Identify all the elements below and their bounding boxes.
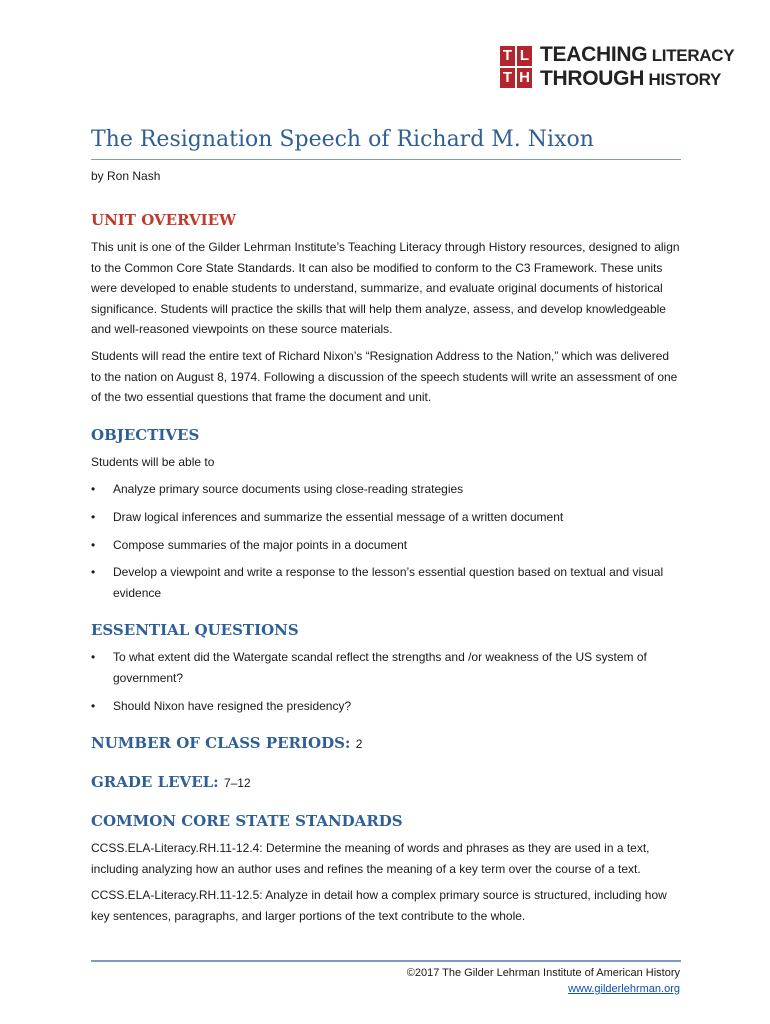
list-item: • Should Nixon have resigned the presidency? <box>91 696 681 717</box>
list-item: • Compose summaries of the major points in a document <box>91 535 681 556</box>
list-item: • To what extent did the Watergate scandal reflect the strengths and /or weakness of the US system of government? <box>91 647 681 688</box>
standard-item: CCSS.ELA-Literacy.RH.11-12.4: Determine the meaning of words and phrases as they are used in a text, including analyzing how an author uses and refines the meaning of a key term over the course of a text. <box>91 841 650 876</box>
logo-wordmark <box>540 44 734 89</box>
document-body <box>91 209 681 926</box>
objectives-list <box>91 479 681 603</box>
unit-overview-paragraph: This unit is one of the Gilder Lehrman Institute’s Teaching Literacy through History resources, designed to align to the Common Core State Standards. It can also be modified to conform to the C3 Framework. These units were developed to enable students to understand, summarize, and evaluate original documents of historical significance. Students will practice the skills that will help them analyze, assess, and develop knowledgeable and well-reasoned viewpoints on these source materials. <box>91 240 680 337</box>
standard-item: CCSS.ELA-Literacy.RH.11-12.5: Analyze in detail how a complex primary source is structured, including how key sentences, paragraphs, and larger portions of the text contribute to the whole. <box>91 888 667 923</box>
essential-questions-list <box>91 647 681 716</box>
grade-level-heading: GRADE LEVEL: 7–12 <box>91 773 251 792</box>
logo-line-1: TEACHING LITERACY <box>540 43 735 66</box>
footer-copyright: ©2017 The Gilder Lehrman Institute of American History <box>406 967 680 979</box>
title-divider <box>91 159 681 160</box>
logo-cell: H <box>517 68 532 88</box>
unit-overview-heading: UNIT OVERVIEW <box>91 211 236 229</box>
list-item: • Analyze primary source documents using close-reading strategies <box>91 479 681 500</box>
footer <box>407 965 680 997</box>
essential-questions-heading: ESSENTIAL QUESTIONS <box>91 621 299 640</box>
footer-divider <box>91 960 681 962</box>
page-title: The Resignation Speech of Richard M. Nixon <box>91 127 594 152</box>
standards-heading: COMMON CORE STATE STANDARDS <box>91 812 403 831</box>
class-periods-heading: NUMBER OF CLASS PERIODS: 2 <box>91 734 363 753</box>
footer-link[interactable]: www.gilderlehrman.org <box>568 983 680 995</box>
tlth-logo <box>500 44 734 89</box>
class-periods-value: 2 <box>355 737 363 752</box>
logo-line-2: THROUGH HISTORY <box>540 67 722 90</box>
logo-cell: L <box>517 46 532 66</box>
grade-level-value: 7–12 <box>223 776 251 791</box>
objectives-heading: OBJECTIVES <box>91 425 200 444</box>
list-item: • Develop a viewpoint and write a response to the lesson’s essential question based on textual and visual evidence <box>91 562 681 603</box>
logo-mark <box>500 46 532 88</box>
objectives-intro: Students will be able to <box>91 454 215 469</box>
logo-cell: T <box>500 68 515 88</box>
byline: by Ron Nash <box>91 169 161 183</box>
logo-cell: T <box>500 46 515 66</box>
unit-overview-paragraph: Students will read the entire text of Richard Nixon’s “Resignation Address to the Nation,” which was delivered to the nation on August 8, 1974. Following a discussion of the speech students will write an assessment of one of the two essential questions that frame the document and unit. <box>91 348 678 405</box>
list-item: • Draw logical inferences and summarize the essential message of a written document <box>91 507 681 528</box>
